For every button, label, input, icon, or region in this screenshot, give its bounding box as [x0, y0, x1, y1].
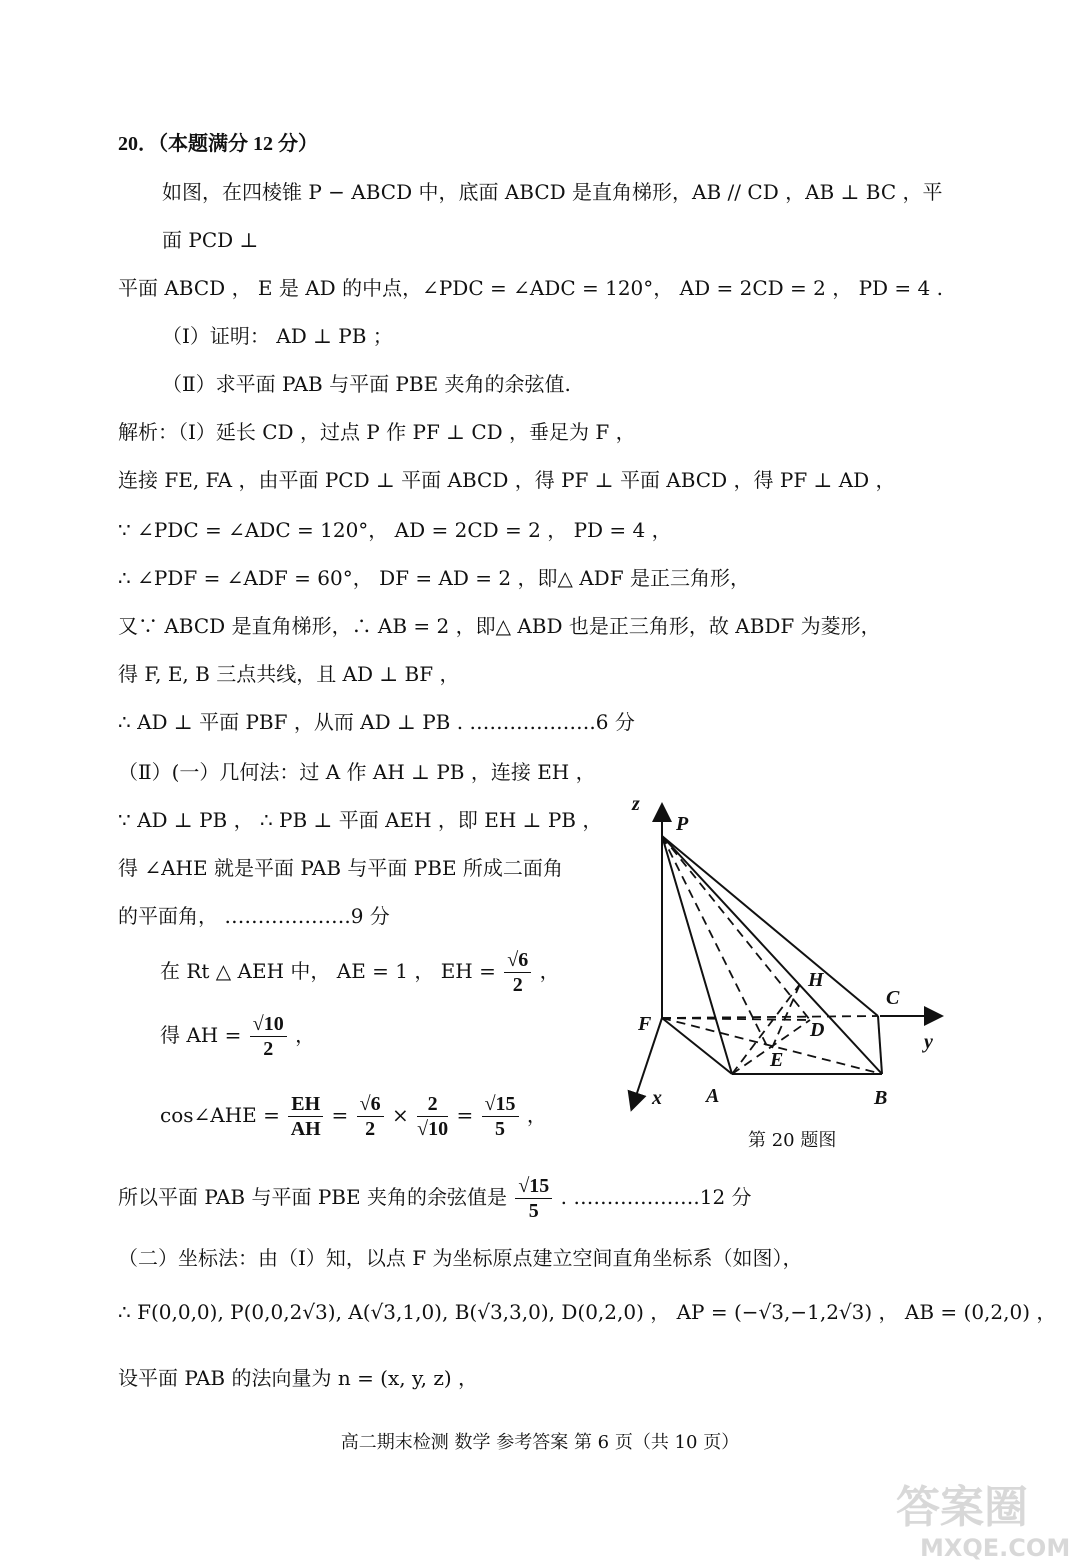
label-E: E — [770, 1049, 784, 1071]
fraction-sqrt15-over-5: $\frac{√15}{5}$ — [482, 1092, 519, 1141]
label-P: P — [676, 813, 689, 835]
fraction-2-over-sqrt10: $\frac{2}{√10}$ — [417, 1093, 449, 1140]
label-C: C — [886, 987, 900, 1009]
label-x: x — [652, 1087, 662, 1109]
label-A: A — [706, 1085, 720, 1107]
problem-stem-2: 面 PCD ⊥ — [162, 228, 259, 252]
solution-line-3: ∵ ∠PDC = ∠ADC = 120°， AD = 2CD = 2 ， PD = 4 ， — [118, 518, 672, 542]
solution-line-4: ∴ ∠PDF = ∠ADF = 60°， DF = AD = 2 ，即△ ADF 是正三角形， — [118, 566, 750, 590]
page-footer: 高二期末检测 数学 参考答案 第 6 页（共 10 页） — [340, 1432, 740, 1453]
solution-line-14: cos∠AHE = $\frac{EH}{AH}$ = $\frac{√6}{2}$ × $\frac{2}{√10}$ = $\frac{√15}{5}$ ， — [160, 1093, 547, 1140]
question-1: （Ⅰ）证明： AD ⊥ PB ； — [162, 324, 393, 348]
figure-caption: 第 20 题图 — [748, 1130, 837, 1151]
label-D: D — [810, 1019, 825, 1041]
edge-PB — [662, 836, 882, 1074]
edge-PC — [662, 836, 878, 1016]
pyramid-figure — [620, 788, 960, 1118]
svg-text:答案圈: 答案圈 — [896, 1482, 1028, 1533]
edge-FD — [662, 1018, 810, 1020]
solution-line-11: 的平面角， ……………….9 分 — [118, 904, 390, 928]
edge-PA — [662, 836, 732, 1074]
label-F: F — [638, 1013, 652, 1035]
solution-line-2: 连接 FE, FA ，由平面 PCD ⊥ 平面 ABCD ，得 PF ⊥ 平面 ABCD ，得 PF ⊥ AD ， — [118, 468, 896, 492]
solution-line-17: ∴ F(0,0,0), P(0,0,2√3), A(√3,1,0), B(√3,3,0), D(0,2,0) ， AP = (−√3,−1,2√3) ， AB = (0,2,0) ， — [118, 1300, 1057, 1324]
fraction-sqrt6-over-2: $\frac{√6}{2}$ — [504, 948, 531, 997]
svg-text:MXQE.COM: MXQE.COM — [920, 1534, 1070, 1560]
fraction-sqrt10-over-2: $\frac{√10}{2}$ — [250, 1012, 287, 1061]
solution-line-10: 得 ∠AHE 就是平面 PAB 与平面 PBE 所成二面角 — [118, 856, 563, 880]
label-z: z — [632, 793, 640, 815]
solution-line-18: 设平面 PAB 的法向量为 n = (x, y, z) ， — [118, 1366, 479, 1390]
solution-line-1: 解析：（Ⅰ）延长 CD ，过点 P 作 PF ⊥ CD ，垂足为 F ， — [118, 420, 636, 444]
solution-line-5: 又∵ ABCD 是直角梯形，∴ AB = 2 ，即△ ABD 也是正三角形，故 ABDF 为菱形， — [118, 614, 881, 638]
fraction-sqrt6-over-2-b: $\frac{√6}{2}$ — [357, 1092, 384, 1141]
solution-line-12: 在 Rt △ AEH 中， AE = 1 ， EH = $\frac{√6}{2}$ ， — [160, 949, 560, 996]
edge-PD — [662, 836, 810, 1020]
solution-line-13: 得 AH = $\frac{√10}{2}$ ， — [160, 1013, 316, 1060]
solution-line-15: 所以平面 PAB 与平面 PBE 夹角的余弦值是 $\frac{√15}{5}$ . ……………….12 分 — [118, 1175, 752, 1222]
fraction-answer-sqrt15-over-5: $\frac{√15}{5}$ — [515, 1174, 552, 1223]
label-y: y — [924, 1031, 933, 1053]
edge-EH — [772, 984, 800, 1048]
solution-line-16: （二）坐标法：由（Ⅰ）知，以点 F 为坐标原点建立空间直角坐标系（如图）， — [118, 1246, 803, 1270]
label-H: H — [808, 969, 824, 991]
solution-line-6: 得 F, E, B 三点共线，且 AD ⊥ BF ， — [118, 662, 460, 686]
solution-line-9: ∵ AD ⊥ PB ， ∴ PB ⊥ 平面 AEH ，即 EH ⊥ PB ， — [118, 808, 603, 832]
solution-line-7: ∴ AD ⊥ 平面 PBF ，从而 AD ⊥ PB . ……………….6 分 — [118, 710, 635, 734]
problem-header: 20．（本题满分 12 分） — [118, 133, 318, 155]
label-B: B — [874, 1087, 888, 1109]
edge-BC — [878, 1016, 882, 1074]
watermark-logo — [890, 1472, 1070, 1560]
problem-stem-3: 平面 ABCD ， E 是 AD 的中点，∠PDC = ∠ADC = 120°， AD = 2CD = 2 ， PD = 4 . — [118, 276, 943, 300]
fraction-eh-over-ah: $\frac{EH}{AH}$ — [288, 1092, 323, 1141]
question-2: （Ⅱ）求平面 PAB 与平面 PBE 夹角的余弦值. — [162, 372, 571, 396]
solution-line-8: （Ⅱ）(一）几何法：过 A 作 AH ⊥ PB ，连接 EH ， — [118, 760, 596, 784]
problem-stem-1: 如图，在四棱锥 P − ABCD 中，底面 ABCD 是直角梯形，AB // CD ，AB ⊥ BC ，平 — [162, 180, 943, 204]
